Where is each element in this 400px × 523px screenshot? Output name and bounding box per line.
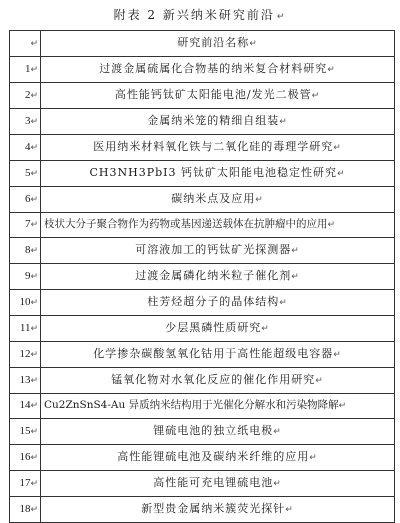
table-row [10,213,395,238]
table-row [10,342,395,368]
paragraph-mark-icon [337,169,346,179]
paragraph-mark-icon [279,298,288,308]
row-name: 柱芳烃超分子的晶体结构↵ [41,290,395,316]
paragraph-mark-icon [291,272,300,282]
paragraph-mark-icon [30,272,38,282]
paragraph-mark-icon [30,427,38,437]
research-frontier-table [9,30,395,523]
row-name: 碳纳米点及应用↵ [41,187,395,213]
row-number: 18↵ [10,497,41,523]
paragraph-mark-icon [30,91,38,101]
paragraph-mark-icon [30,65,38,75]
paragraph-mark-icon [328,220,336,230]
paragraph-mark-icon [285,505,294,515]
row-number: 10↵ [10,290,41,316]
row-number: 5↵ [10,161,41,187]
row-number: 17↵ [10,471,41,497]
row-number: 13↵ [10,368,41,394]
paragraph-mark-icon [30,479,38,489]
table-row [10,471,395,497]
paragraph-mark-icon [30,350,38,360]
paragraph-mark-icon [30,453,38,463]
table-row [10,109,395,135]
paragraph-mark-icon [333,143,342,153]
paragraph-mark-icon [279,117,288,127]
paragraph-mark-icon [312,91,321,101]
paragraph-mark-icon [261,324,270,334]
paragraph-mark-icon [30,169,38,179]
table-row [10,135,395,161]
row-number: 15↵ [10,419,41,445]
table-row [10,497,395,523]
row-name: 枝状大分子聚合物作为药物或基因递送载体在抗肿瘤中的应用↵ [41,213,395,238]
paragraph-mark-icon [309,453,318,463]
row-number: 8↵ [10,238,41,264]
paragraph-mark-icon [30,298,38,308]
table-row [10,238,395,264]
row-name: Cu2ZnSnS4-Au 异质纳米结构用于光催化分解水和污染物降解↵ [41,394,395,419]
paragraph-mark-icon [273,479,282,489]
row-name: CH3NH3PbI3 钙钛矿太阳能电池稳定性研究↵ [41,161,395,187]
paragraph-mark-icon [315,376,324,386]
table-row [10,394,395,419]
paragraph-mark-icon [30,376,38,386]
row-name: 新型贵金属纳米簇荧光探针↵ [41,497,395,523]
row-number: 1↵ [10,57,41,83]
paragraph-mark-icon [30,505,38,515]
table-row [10,264,395,290]
row-name: 高性能钙钛矿太阳能电池/发光二极管↵ [41,83,395,109]
paragraph-mark-icon [30,401,38,411]
row-name: 化学掺杂碳酸氢氧化钴用于高性能超级电容器↵ [41,342,395,368]
table-caption-text: 附表 2 新兴纳米研究前沿 [113,8,275,22]
table-row [10,445,395,471]
row-name: 锰氧化物对水氧化反应的催化作用研究↵ [41,368,395,394]
table-row [10,290,395,316]
table-header-row [10,31,395,57]
paragraph-mark-icon [30,246,38,256]
row-number: 11↵ [10,316,41,342]
paragraph-mark-icon [30,39,38,49]
table-caption [0,4,400,26]
row-number: 7↵ [10,213,41,238]
paragraph-mark-icon [30,143,38,153]
row-name: 少层黑磷性质研究↵ [41,316,395,342]
table-row [10,368,395,394]
table-row [10,161,395,187]
table-row [10,57,395,83]
paragraph-mark-icon [249,39,258,49]
row-name: 过渡金属硫属化合物基的纳米复合材料研究↵ [41,57,395,83]
paragraph-mark-icon [277,12,287,22]
row-number: 16↵ [10,445,41,471]
paragraph-mark-icon [327,65,336,75]
header-num-cell [10,31,41,57]
paragraph-mark-icon [339,401,347,411]
row-name: 高性能可充电锂硫电池↵ [41,471,395,497]
paragraph-mark-icon [255,195,264,205]
paragraph-mark-icon [30,117,38,127]
row-name: 过渡金属磷化纳米粒子催化剂↵ [41,264,395,290]
row-number: 4↵ [10,135,41,161]
paragraph-mark-icon [30,324,38,334]
header-name-cell: 研究前沿名称↵ [41,31,395,57]
table-row [10,83,395,109]
paragraph-mark-icon [30,220,38,230]
row-name: 金属纳米笼的精细自组装↵ [41,109,395,135]
row-number: 6↵ [10,187,41,213]
row-name: 可溶液加工的钙钛矿光探测器↵ [41,238,395,264]
paragraph-mark-icon [273,427,282,437]
row-number: 14↵ [10,394,41,419]
row-name: 锂硫电池的独立纸电极↵ [41,419,395,445]
row-number: 9↵ [10,264,41,290]
paragraph-mark-icon [30,195,38,205]
paragraph-mark-icon [291,246,300,256]
table-row [10,187,395,213]
table-row [10,419,395,445]
row-number: 2↵ [10,83,41,109]
row-name: 高性能锂硫电池及碳纳米纤维的应用↵ [41,445,395,471]
table-row [10,316,395,342]
row-number: 12↵ [10,342,41,368]
paragraph-mark-icon [333,350,342,360]
row-number: 3↵ [10,109,41,135]
row-name: 医用纳米材料氧化铁与二氧化硅的毒理学研究↵ [41,135,395,161]
